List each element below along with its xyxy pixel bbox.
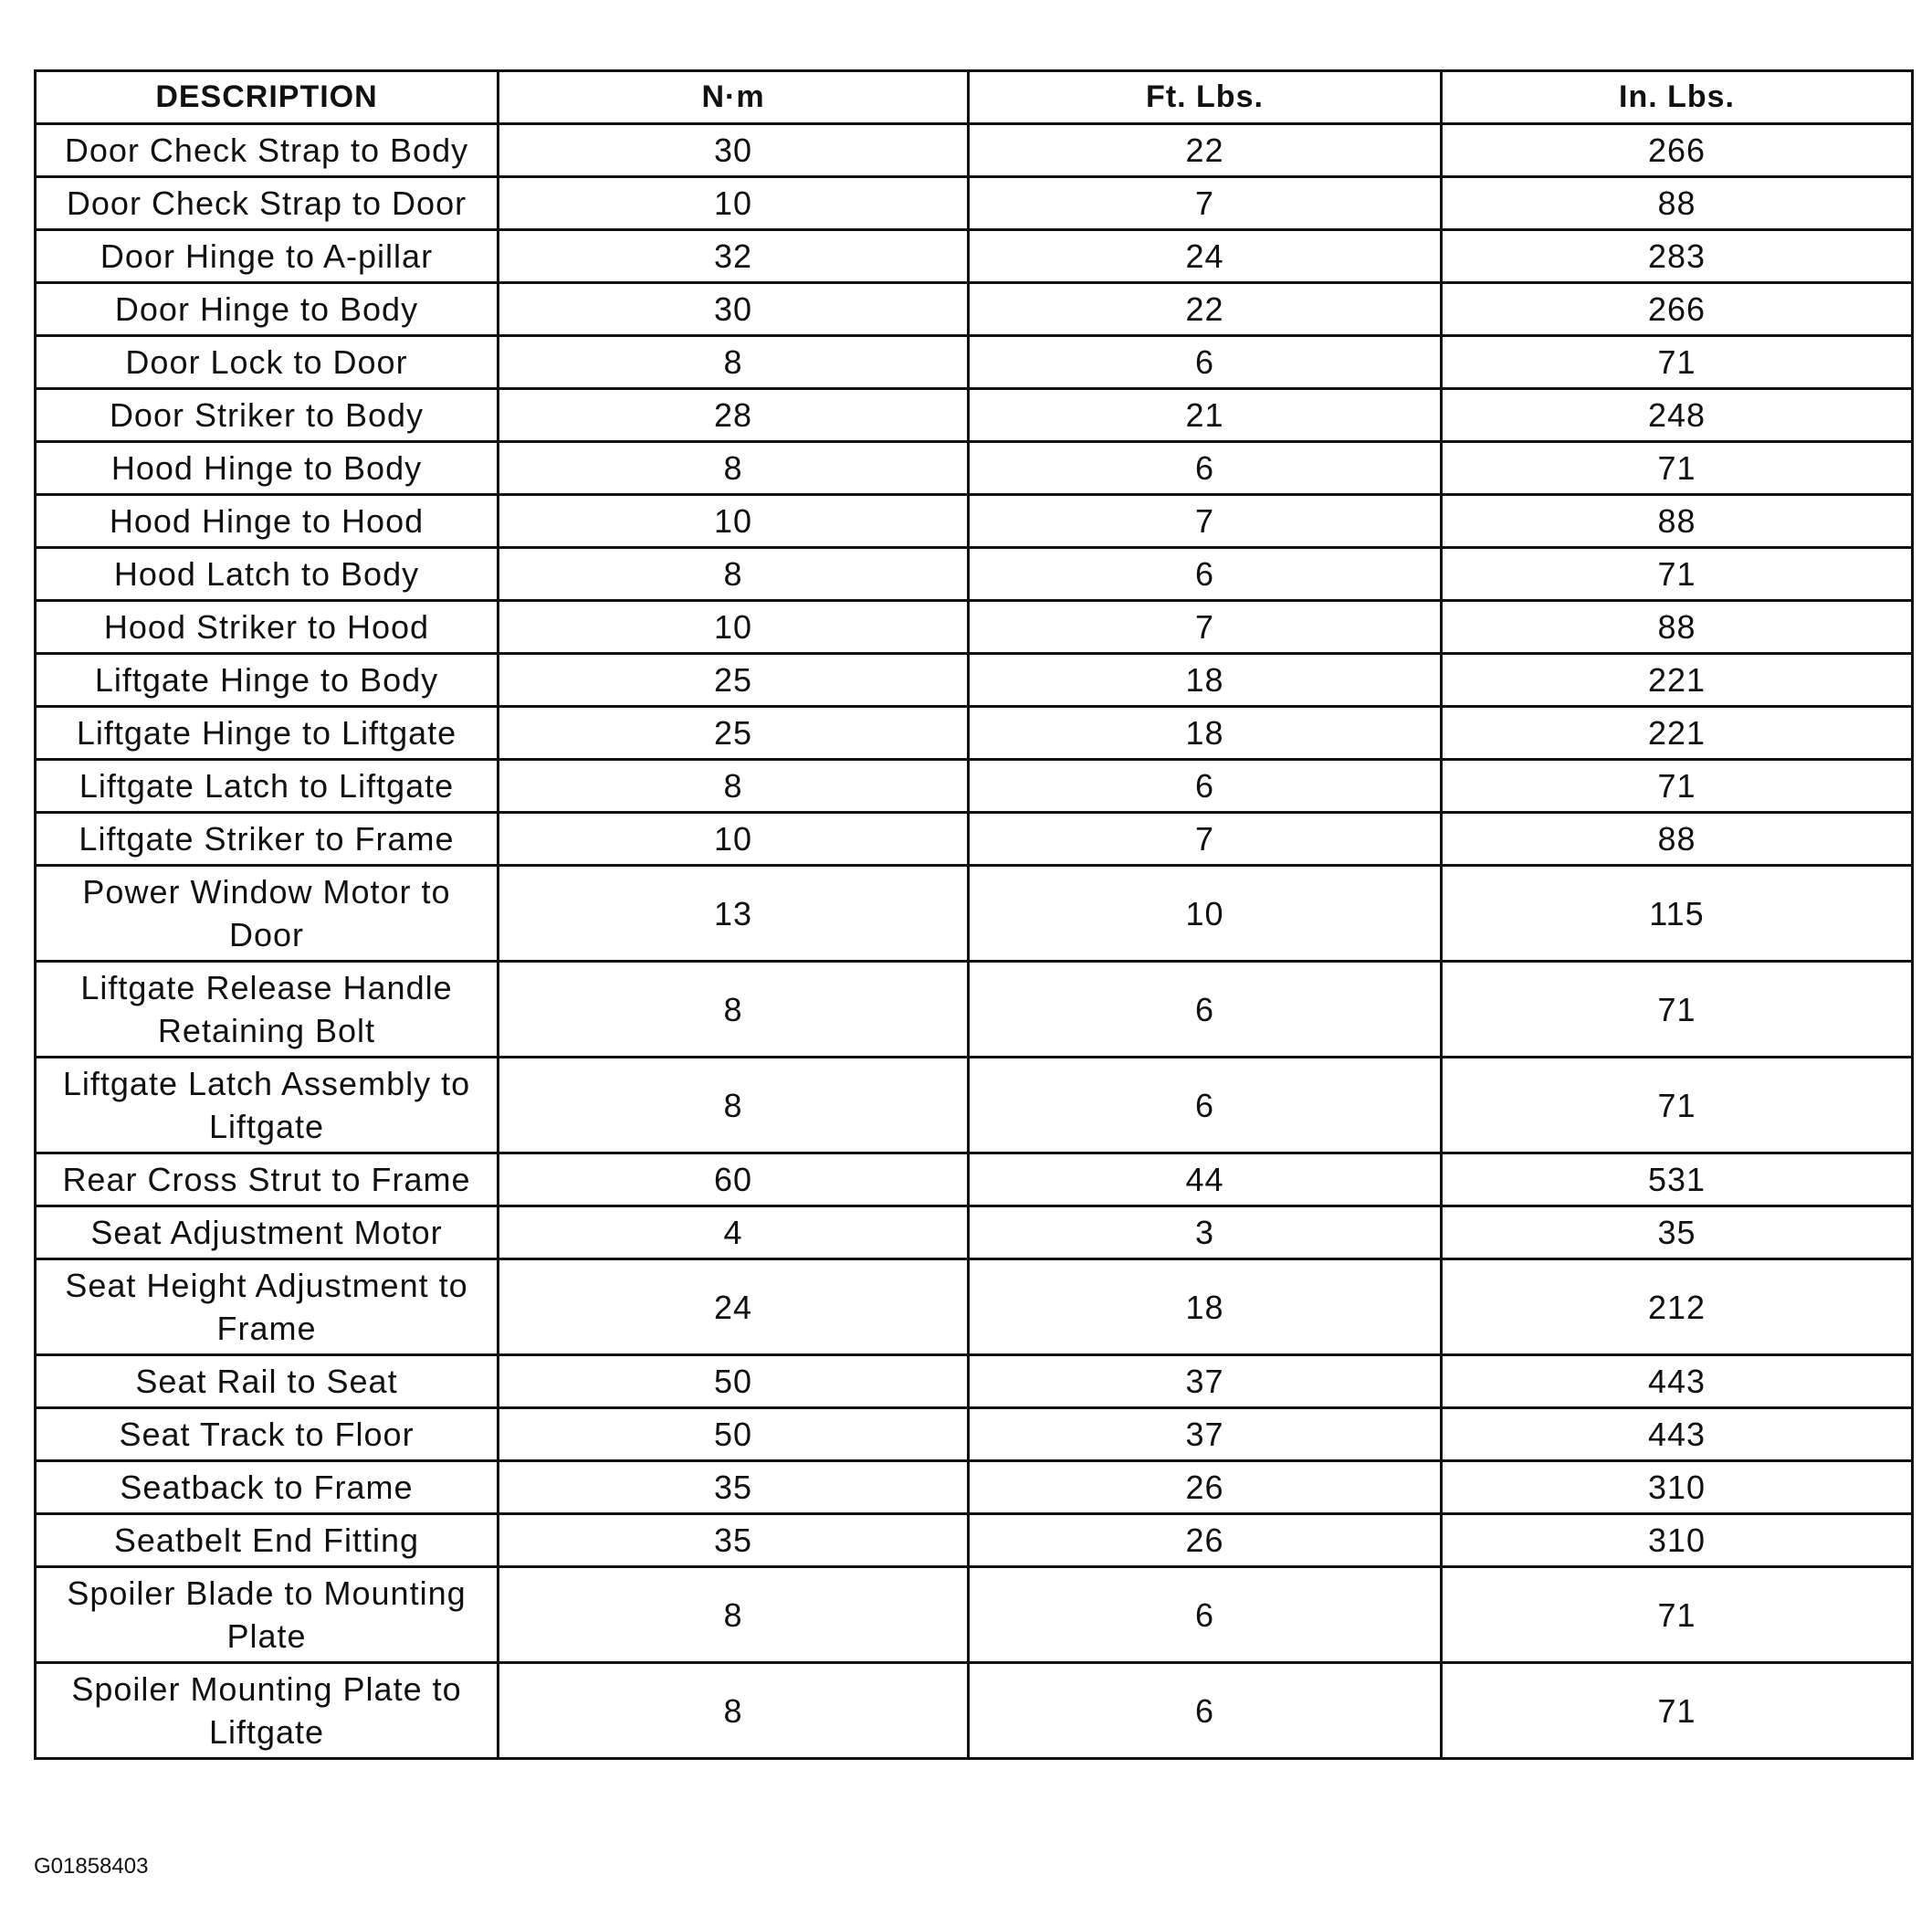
cell-in-lbs: 221 xyxy=(1442,707,1913,760)
table-row xyxy=(36,1259,1913,1355)
cell-ft-lbs: 37 xyxy=(969,1355,1442,1408)
cell-in-lbs: 71 xyxy=(1442,1567,1913,1663)
cell-in-lbs: 443 xyxy=(1442,1408,1913,1461)
cell-nm: 8 xyxy=(499,1567,969,1663)
cell-ft-lbs: 37 xyxy=(969,1408,1442,1461)
cell-nm: 8 xyxy=(499,1663,969,1759)
table-row xyxy=(36,1058,1913,1153)
column-header-nm: N·m xyxy=(499,71,969,124)
cell-description: Seat Adjustment Motor xyxy=(36,1206,499,1259)
cell-nm: 10 xyxy=(499,601,969,654)
table-row xyxy=(36,495,1913,548)
cell-in-lbs: 115 xyxy=(1442,866,1913,962)
cell-in-lbs: 283 xyxy=(1442,230,1913,283)
cell-ft-lbs: 7 xyxy=(969,495,1442,548)
cell-nm: 28 xyxy=(499,389,969,442)
cell-description: Liftgate Release Handle Retaining Bolt xyxy=(36,962,499,1058)
table-row xyxy=(36,1355,1913,1408)
cell-description: Liftgate Latch to Liftgate xyxy=(36,760,499,813)
cell-nm: 50 xyxy=(499,1355,969,1408)
cell-description: Liftgate Latch Assembly to Liftgate xyxy=(36,1058,499,1153)
cell-description: Liftgate Hinge to Body xyxy=(36,654,499,707)
cell-ft-lbs: 6 xyxy=(969,1058,1442,1153)
cell-in-lbs: 71 xyxy=(1442,442,1913,495)
cell-description: Door Hinge to A-pillar xyxy=(36,230,499,283)
cell-ft-lbs: 6 xyxy=(969,1663,1442,1759)
cell-nm: 10 xyxy=(499,813,969,866)
table-row xyxy=(36,1153,1913,1206)
cell-description: Seat Rail to Seat xyxy=(36,1355,499,1408)
table-row xyxy=(36,442,1913,495)
cell-in-lbs: 248 xyxy=(1442,389,1913,442)
cell-description: Seatbelt End Fitting xyxy=(36,1514,499,1567)
cell-in-lbs: 531 xyxy=(1442,1153,1913,1206)
table-row xyxy=(36,177,1913,230)
cell-in-lbs: 443 xyxy=(1442,1355,1913,1408)
table-row xyxy=(36,1663,1913,1759)
cell-nm: 60 xyxy=(499,1153,969,1206)
cell-in-lbs: 71 xyxy=(1442,1058,1913,1153)
table-row xyxy=(36,1567,1913,1663)
cell-in-lbs: 212 xyxy=(1442,1259,1913,1355)
cell-nm: 50 xyxy=(499,1408,969,1461)
cell-ft-lbs: 6 xyxy=(969,548,1442,601)
table-row xyxy=(36,760,1913,813)
table-row xyxy=(36,124,1913,177)
cell-in-lbs: 310 xyxy=(1442,1514,1913,1567)
cell-ft-lbs: 7 xyxy=(969,601,1442,654)
cell-description: Seat Track to Floor xyxy=(36,1408,499,1461)
table-row xyxy=(36,389,1913,442)
cell-nm: 8 xyxy=(499,442,969,495)
cell-ft-lbs: 18 xyxy=(969,707,1442,760)
table-row xyxy=(36,654,1913,707)
cell-description: Door Lock to Door xyxy=(36,336,499,389)
cell-in-lbs: 71 xyxy=(1442,962,1913,1058)
cell-nm: 25 xyxy=(499,654,969,707)
cell-description: Hood Striker to Hood xyxy=(36,601,499,654)
cell-nm: 24 xyxy=(499,1259,969,1355)
cell-nm: 8 xyxy=(499,760,969,813)
cell-nm: 10 xyxy=(499,177,969,230)
header-row xyxy=(36,71,1913,124)
cell-in-lbs: 71 xyxy=(1442,760,1913,813)
cell-description: Hood Latch to Body xyxy=(36,548,499,601)
cell-in-lbs: 71 xyxy=(1442,336,1913,389)
table-row xyxy=(36,601,1913,654)
cell-ft-lbs: 44 xyxy=(969,1153,1442,1206)
cell-description: Spoiler Mounting Plate to Liftgate xyxy=(36,1663,499,1759)
cell-nm: 35 xyxy=(499,1461,969,1514)
cell-ft-lbs: 21 xyxy=(969,389,1442,442)
cell-in-lbs: 71 xyxy=(1442,548,1913,601)
cell-description: Door Check Strap to Body xyxy=(36,124,499,177)
cell-in-lbs: 71 xyxy=(1442,1663,1913,1759)
table-row xyxy=(36,1514,1913,1567)
cell-description: Spoiler Blade to Mounting Plate xyxy=(36,1567,499,1663)
cell-nm: 8 xyxy=(499,962,969,1058)
cell-nm: 35 xyxy=(499,1514,969,1567)
cell-description: Hood Hinge to Body xyxy=(36,442,499,495)
cell-description: Power Window Motor to Door xyxy=(36,866,499,962)
cell-ft-lbs: 6 xyxy=(969,442,1442,495)
table-row xyxy=(36,230,1913,283)
cell-ft-lbs: 22 xyxy=(969,124,1442,177)
cell-description: Door Hinge to Body xyxy=(36,283,499,336)
cell-ft-lbs: 18 xyxy=(969,1259,1442,1355)
table-row xyxy=(36,866,1913,962)
cell-nm: 4 xyxy=(499,1206,969,1259)
cell-in-lbs: 266 xyxy=(1442,283,1913,336)
cell-ft-lbs: 6 xyxy=(969,336,1442,389)
cell-in-lbs: 88 xyxy=(1442,813,1913,866)
figure-id: G01858403 xyxy=(34,1854,149,1879)
cell-nm: 30 xyxy=(499,124,969,177)
cell-description: Liftgate Striker to Frame xyxy=(36,813,499,866)
column-header-description: DESCRIPTION xyxy=(36,71,499,124)
cell-description: Liftgate Hinge to Liftgate xyxy=(36,707,499,760)
cell-description: Hood Hinge to Hood xyxy=(36,495,499,548)
cell-description: Door Check Strap to Door xyxy=(36,177,499,230)
cell-ft-lbs: 6 xyxy=(969,760,1442,813)
table-row xyxy=(36,283,1913,336)
table-row xyxy=(36,336,1913,389)
table-row xyxy=(36,1408,1913,1461)
cell-nm: 30 xyxy=(499,283,969,336)
cell-nm: 13 xyxy=(499,866,969,962)
table-row xyxy=(36,1461,1913,1514)
cell-ft-lbs: 18 xyxy=(969,654,1442,707)
column-header-ft-lbs: Ft. Lbs. xyxy=(969,71,1442,124)
table-row xyxy=(36,707,1913,760)
torque-specifications-table xyxy=(34,69,1914,1760)
cell-nm: 8 xyxy=(499,1058,969,1153)
cell-in-lbs: 88 xyxy=(1442,601,1913,654)
cell-ft-lbs: 24 xyxy=(969,230,1442,283)
cell-ft-lbs: 3 xyxy=(969,1206,1442,1259)
column-header-in-lbs: In. Lbs. xyxy=(1442,71,1913,124)
cell-nm: 8 xyxy=(499,336,969,389)
cell-nm: 32 xyxy=(499,230,969,283)
cell-in-lbs: 221 xyxy=(1442,654,1913,707)
table-row xyxy=(36,962,1913,1058)
table-body xyxy=(36,124,1913,1759)
table-row xyxy=(36,813,1913,866)
cell-ft-lbs: 22 xyxy=(969,283,1442,336)
cell-description: Door Striker to Body xyxy=(36,389,499,442)
cell-description: Seat Height Adjustment to Frame xyxy=(36,1259,499,1355)
cell-in-lbs: 266 xyxy=(1442,124,1913,177)
cell-ft-lbs: 7 xyxy=(969,177,1442,230)
cell-nm: 10 xyxy=(499,495,969,548)
cell-in-lbs: 88 xyxy=(1442,495,1913,548)
cell-in-lbs: 310 xyxy=(1442,1461,1913,1514)
cell-ft-lbs: 10 xyxy=(969,866,1442,962)
cell-nm: 8 xyxy=(499,548,969,601)
cell-in-lbs: 88 xyxy=(1442,177,1913,230)
cell-description: Rear Cross Strut to Frame xyxy=(36,1153,499,1206)
cell-description: Seatback to Frame xyxy=(36,1461,499,1514)
table-row xyxy=(36,548,1913,601)
cell-ft-lbs: 26 xyxy=(969,1514,1442,1567)
table-row xyxy=(36,1206,1913,1259)
cell-ft-lbs: 26 xyxy=(969,1461,1442,1514)
cell-ft-lbs: 6 xyxy=(969,1567,1442,1663)
cell-ft-lbs: 7 xyxy=(969,813,1442,866)
cell-ft-lbs: 6 xyxy=(969,962,1442,1058)
cell-nm: 25 xyxy=(499,707,969,760)
cell-in-lbs: 35 xyxy=(1442,1206,1913,1259)
